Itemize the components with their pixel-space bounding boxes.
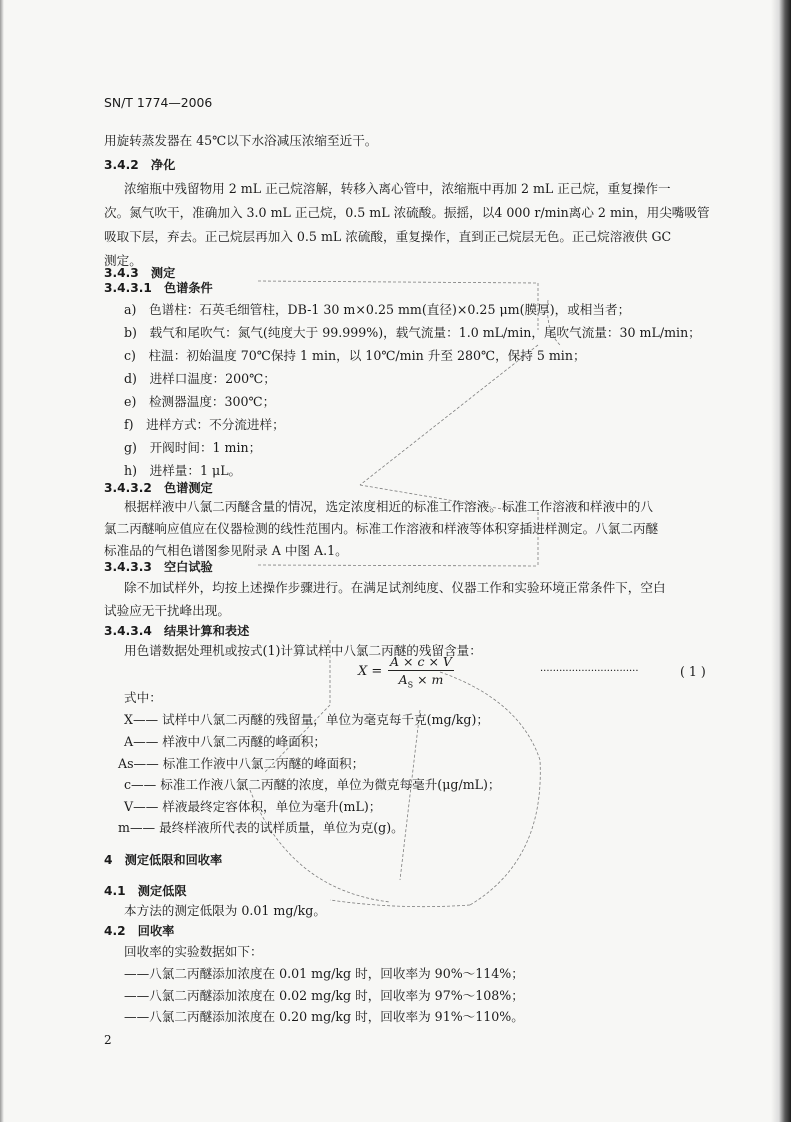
text-line: 次。氮气吹干，准确加入 3.0 mL 正己烷，0.5 mL 浓硫酸。振摇，以4 000 r/min离心 2 min，用尖嘴吸管 [104,205,710,220]
section-heading-3-4-3-3: 3.4.3.3 空白试验 [104,560,213,574]
text-line: 浓缩瓶中残留物用 2 mL 正己烷溶解，转移入离心管中，浓缩瓶中再加 2 mL 正己烷，重复操作一 [124,181,671,196]
formula-fraction [388,654,454,690]
condition-item-c: c) 柱温：初始温度 70℃保持 1 min，以 10℃/min 升至 280℃，保持 5 min； [124,348,586,363]
section-heading-3-4-3: 3.4.3 测定 [104,266,176,280]
text-line: 除不加试样外，均按上述操作步骤进行。在满足试剂纯度、仪器工作和实验环境正常条件下，空白 [124,580,666,595]
formula-number: ( 1 ) [680,664,706,679]
text-line: 测定。 [104,253,142,268]
text-line: 用旋转蒸发器在 45℃以下水浴减压浓缩至近干。 [104,133,378,148]
condition-item-e: e) 检测器温度：300℃； [124,394,276,409]
text-line: 标准品的气相色谱图参见附录 A 中图 A.1。 [104,543,348,558]
variable-definition-as: As—— 标准工作液中八氯二丙醚的峰面积； [118,756,365,771]
text-line: 用色谱数据处理机或按式(1)计算试样中八氯二丙醚的残留含量： [124,643,482,658]
section-heading-3-4-3-2: 3.4.3.2 色谱测定 [104,481,213,495]
section-heading-4-2: 4.2 回收率 [104,924,175,938]
section-heading-3-4-2: 3.4.2 净化 [104,158,176,172]
where-label: 式中： [124,690,162,705]
condition-item-b: b) 载气和尾吹气：氮气(纯度大于 99.999%)，载气流量：1.0 mL/min，尾吹气流量：30 mL/min； [124,325,701,340]
condition-item-f: f) 进样方式：不分流进样； [124,417,285,432]
variable-definition-m: m—— 最终样液所代表的试样质量，单位为克(g)。 [118,820,404,835]
standard-number: SN/T 1774—2006 [104,95,213,110]
condition-item-h: h) 进样量：1 μL。 [124,463,242,478]
recovery-item-2: ——八氯二丙醚添加浓度在 0.02 mg/kg 时，回收率为 97%～108%； [124,988,524,1003]
text-line: 本方法的测定低限为 0.01 mg/kg。 [124,903,326,918]
variable-definition-a: A—— 样液中八氯二丙醚的峰面积； [124,734,327,749]
text-line: 氯二丙醚响应值应在仪器检测的线性范围内。标准工作溶液和样液等体积穿插进样测定。八氯二丙醚 [104,521,659,536]
condition-item-a: a) 色谱柱：石英毛细管柱，DB-1 30 m×0.25 mm(直径)×0.25 μm(膜厚)，或相当者； [124,302,631,317]
condition-item-g: g) 开阀时间：1 min； [124,440,262,455]
formula-numerator: A × c × V [388,654,454,671]
condition-item-d: d) 进样口温度：200℃； [124,371,276,386]
section-heading-3-4-3-1: 3.4.3.1 色谱条件 [104,281,213,295]
text-line: 回收率的实验数据如下： [124,944,263,959]
variable-definition-v: V—— 样液最终定容体积，单位为毫升(mL)； [124,799,382,814]
text-line: 吸取下层，弃去。正己烷层再加入 0.5 mL 浓硫酸，重复操作，直到正己烷层无色。正己烷溶液供 GC [104,229,672,244]
text-line: 试验应无干扰峰出现。 [104,603,230,618]
recovery-item-1: ——八氯二丙醚添加浓度在 0.01 mg/kg 时，回收率为 90%～114%； [124,966,524,981]
page-number: 2 [104,1033,112,1047]
formula-lhs: X = [358,664,383,679]
section-heading-4-1: 4.1 测定低限 [104,884,187,898]
variable-definition-x: X—— 试样中八氯二丙醚的残留量，单位为毫克每千克(mg/kg)； [124,712,489,727]
formula-leader-dots: ······························· [540,666,639,677]
recovery-item-3: ——八氯二丙醚添加浓度在 0.20 mg/kg 时，回收率为 91%～110%。 [124,1009,524,1024]
variable-definition-c: c—— 标准工作液八氯二丙醚的浓度，单位为微克每毫升(μg/mL)； [124,777,501,792]
section-heading-4: 4 测定低限和回收率 [104,853,223,867]
formula-denominator: $A_S \times m$ [398,672,444,690]
section-heading-3-4-3-4: 3.4.3.4 结果计算和表述 [104,624,250,638]
text-line: 根据样液中八氯二丙醚含量的情况，选定浓度相近的标准工作溶液。标准工作溶液和样液中的八 [124,499,653,514]
